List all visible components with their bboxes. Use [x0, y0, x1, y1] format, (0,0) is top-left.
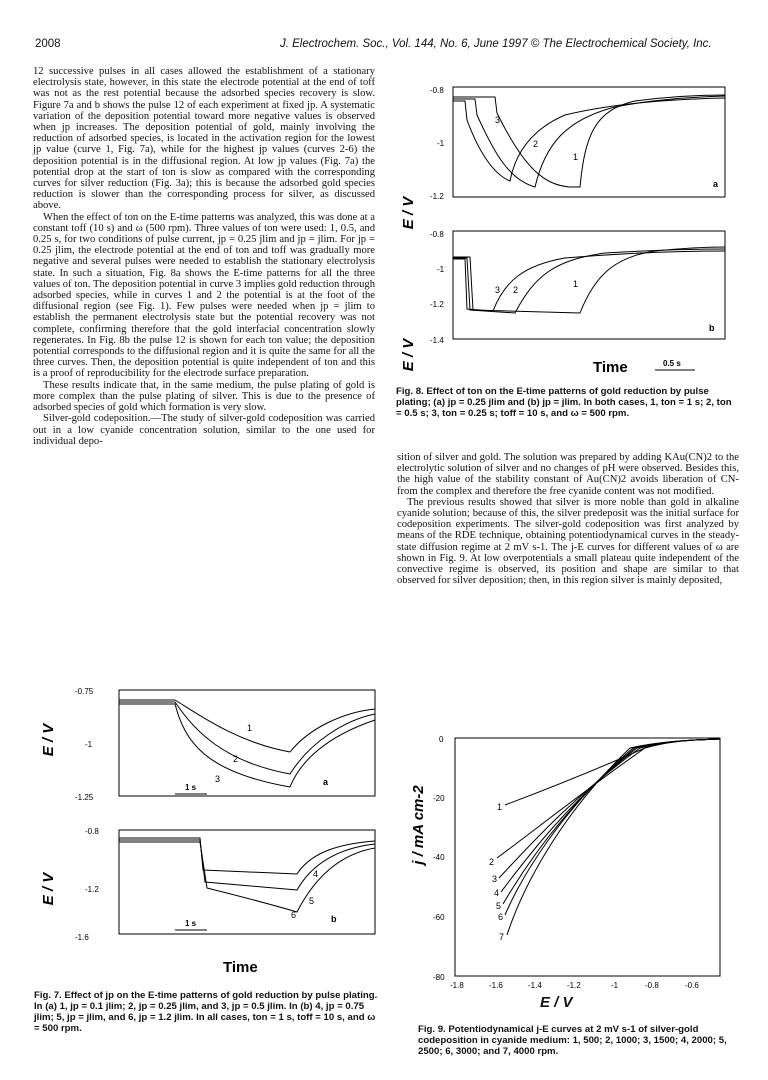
curve-label: 6 [498, 912, 504, 922]
tick-label: -1.2 [430, 192, 444, 201]
fig8a-ylabel: E / V [400, 196, 417, 230]
curve-label: 1 [497, 802, 503, 812]
tick-label: -1.2 [85, 885, 99, 894]
fig7-xlabel: Time [223, 959, 258, 976]
curve-label: 1 [573, 279, 579, 289]
tick-label: -1 [85, 740, 93, 749]
tick-label: -1 [611, 981, 619, 990]
tick-label: -40 [433, 853, 445, 862]
paragraph: 12 successive pulses in all cases allowed the establishment of a stationary electrolysis state, however, in this state the electrode potential at the end of toff was not as the rest potential because the adsorbed species recovery is slow. Figure 7a and b shows the pulse 12 of each experiment at fixed jp. A systematic variation of the deposition potential toward more negative values is observed when jp increases. The deposition potential of gold, mainly involving the reduction of adsorbed species, is located in the activation region for the lowest jp value (curve 1, Fig. 7a), while for the highest jp values (curves 2-6) the deposition potential is in the diffusional region. At low jp values (Fig. 7a) the potential drop at the start of ton is slow as compared with the corresponding curves for silver reduction (Fig. 3a); this is because the adsorbed gold species reduction is slower than the corresponding process for silver, as discussed above. [33, 66, 375, 212]
curve-label: 6 [291, 910, 297, 920]
scale-bar-label: 1 s [185, 783, 197, 792]
curve-label: 4 [494, 888, 500, 898]
fig7b-curve-4 [119, 838, 375, 874]
figure-7 [35, 682, 380, 982]
tick-label: -60 [433, 913, 445, 922]
tick-label: -1.2 [567, 981, 581, 990]
tick-label: -1.25 [75, 793, 94, 802]
tick-label: -80 [433, 973, 445, 982]
right-column [397, 452, 739, 586]
curve-label: 2 [489, 857, 495, 867]
tick-label: -20 [433, 794, 445, 803]
fig7a-curve-2 [119, 702, 375, 774]
fig8-panel-a [400, 86, 725, 229]
panel-label: b [331, 914, 337, 924]
fig7-panel-a [40, 687, 375, 802]
fig8a-curve-1 [453, 95, 725, 187]
curve-label: 3 [495, 285, 501, 295]
fig8a-frame [453, 87, 725, 197]
scale-bar-label: 1 s [185, 919, 197, 928]
tick-label: -1.2 [430, 300, 444, 309]
fig9-curve-1 [505, 739, 720, 805]
paragraph: sition of silver and gold. The solution was prepared by adding KAu(CN)2 to the electrolytic solution of silver and no changes of pH were observed. Besides this, the high value of the stability constant of Au(CN)2 avoids liberation of CN- from the complex and therefore the free cyanide content was not modified. [397, 452, 739, 497]
fig7a-curve-3 [119, 704, 375, 787]
tick-label: -1.6 [489, 981, 503, 990]
fig9-frame [455, 738, 720, 976]
fig9-curve-5 [503, 739, 720, 904]
fig7a-frame [119, 690, 375, 796]
fig8-xlabel: Time [593, 359, 628, 375]
fig9-xlabel: E / V [540, 994, 573, 1011]
fig9-caption: Fig. 9. Potentiodynamical j-E curves at 2 mV s-1 of silver-gold codeposition in cyanide medium: 1, 500; 2, 1000; 3, 1500; 4, 2000; 5, 2500; 6, 3000; and 7, 4000 rpm. [418, 1024, 727, 1057]
fig7b-ylabel: E / V [40, 872, 57, 906]
tick-label: -1.8 [450, 981, 464, 990]
fig7b-curve-6 [119, 842, 375, 912]
left-column [33, 66, 375, 447]
fig9-curve-2 [497, 739, 720, 858]
panel-label: b [709, 323, 715, 333]
tick-label: -0.75 [75, 687, 94, 696]
tick-label: -1.4 [528, 981, 542, 990]
curve-label: 3 [215, 774, 221, 784]
fig8-caption: Fig. 8. Effect of ton on the E-time patterns of gold reduction by pulse plating; (a) jp = 0.25 jlim and (b) jp = jlim. In both cases, 1, ton = 1 s; 2, ton = 0.5 s; 3, ton = 0.25 s; toff = 10 s, and ω = 500 rpm. [396, 386, 732, 419]
curve-label: 3 [495, 115, 501, 125]
curve-label: 4 [313, 869, 319, 879]
curve-label: 2 [533, 139, 539, 149]
journal-header: J. Electrochem. Soc., Vol. 144, No. 6, June 1997 © The Electrochemical Society, Inc. [280, 38, 712, 50]
fig8b-curve-1 [453, 247, 725, 313]
paragraph: These results indicate that, in the same medium, the pulse plating of gold is more complex than the pulse plating of silver. This is due to the presence of adsorbed species of gold which formation is very slow. [33, 379, 375, 414]
curve-label: 7 [499, 932, 505, 942]
paragraph: When the effect of ton on the E-time patterns was analyzed, this was done at a constant toff (10 s) and ω (500 rpm). Three values of ton were used: 1, 0.5, and 0.25 s, for two conditions of pulse current, jp = 0.25 jlim and jp = jlim. For jp = 0.25 jlim, the electrode potential at the end of ton and toff was gradually more negative and several pulses were needed to establish the stationary electrolysis state. In such a situation, Fig. 8a shows the E-time patterns for all the three values of ton. The deposition potential in curve 3 implies gold reduction through adsorbed species, while in curves 1 and 2 the potential is at the foot of the diffusional region (see Fig. 1). Few pulses were needed when jp = jlim to establish the permanent electrolysis state but the potential recovery was not complete, confirming therefore that the gold interfacial concentration slowly regenerates. In Fig. 8b the pulse 12 is shown for each ton value; the deposition potential corresponds to the diffusional region and it is quite the same for all the three curves. Then, the deposition potential is quite independent of ton and this is a proof of reproducibility for the electrode surface preparation. [33, 211, 375, 380]
tick-label: -1 [437, 139, 445, 148]
curve-label: 5 [496, 901, 502, 911]
figure-8 [395, 75, 745, 375]
curve-label: 1 [573, 152, 579, 162]
page-number: 2008 [35, 38, 61, 50]
tick-label: -0.6 [685, 981, 699, 990]
fig7b-frame [119, 830, 375, 934]
curve-label: 2 [513, 285, 519, 295]
fig7a-ylabel: E / V [40, 723, 57, 757]
fig9-curve-4 [501, 739, 720, 892]
curve-label: 1 [247, 723, 253, 733]
panel-label: a [713, 179, 719, 189]
curve-label: 5 [309, 896, 315, 906]
tick-label: -0.8 [645, 981, 659, 990]
fig7-caption: Fig. 7. Effect of jp on the E-time patterns of gold reduction by pulse plating. In (a) 1, jp = 0.1 jlim; 2, jp = 0.25 jlim, and 3, jp = 0.5 jlim. In (b) 4, jp = 0.75 jlim; 5, jp = jlim, and 6, jp = 1.2 jlim. In all cases, ton = 1 s, toff = 10 s, and ω = 500 rpm. [34, 990, 378, 1034]
paragraph: The previous results showed that silver is more noble than gold in alkaline cyanide solution; because of this, the silver predeposit was the initial surface for codeposition experiments. The silver-gold codeposition was first analyzed by means of the RDE technique, obtaining potentiodynamical curves in the steady-state diffusion regime at 2 mV s-1. The j-E curves for different values of ω are shown in Fig. 9. At low overpotentials a small plateau quite independent of the convective regime is observed, its position and shape are similar to that observed for silver deposition; then, in this region silver is mainly deposited, [397, 496, 739, 587]
scale-bar-label: 0.5 s [663, 359, 681, 368]
tick-label: -0.8 [430, 86, 444, 95]
tick-label: -0.8 [430, 230, 444, 239]
fig8b-curve-2 [453, 249, 725, 313]
fig9-ylabel: j / mA cm-2 [410, 785, 427, 865]
tick-label: 0 [439, 735, 444, 744]
fig8b-ylabel: E / V [400, 338, 417, 372]
fig7-panel-b [40, 827, 375, 942]
curve-label: 3 [492, 874, 498, 884]
panel-label: a [323, 777, 329, 787]
fig9-curve-3 [499, 739, 720, 878]
fig8-panel-b [400, 230, 725, 371]
tick-label: -1.4 [430, 336, 444, 345]
fig8b-curve-3 [453, 251, 725, 311]
paragraph: Silver-gold codeposition.—The study of silver-gold codeposition was carried out in a low cyanide concentration solution, similar to the one used for individual depo- [33, 413, 375, 447]
tick-label: -1 [437, 265, 445, 274]
curve-label: 2 [233, 754, 239, 764]
fig8b-frame [453, 231, 725, 339]
figure-9 [395, 710, 745, 995]
tick-label: -1.6 [75, 933, 89, 942]
tick-label: -0.8 [85, 827, 99, 836]
